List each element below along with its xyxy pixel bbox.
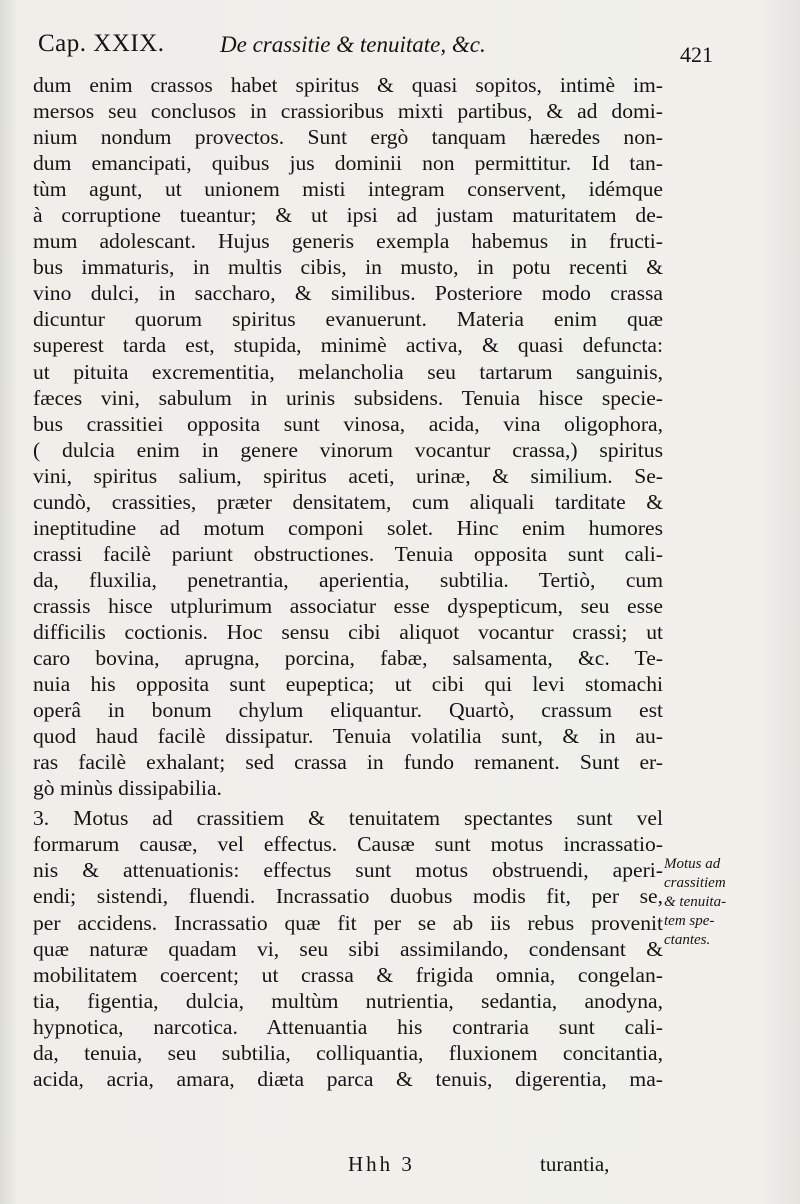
text-line: ( dulcia enim in genere vinorum vocantur crassa,) spiritus [33, 437, 663, 462]
text-line: da, fluxilia, penetrantia, aperientia, subtilia. Tertiò, cum [33, 567, 663, 592]
text-line: vini, spiritus salium, spiritus aceti, urinæ, & similium. Se- [33, 463, 663, 488]
text-line: quod haud facilè dissipatur. Tenuia volatilia sunt, & in au- [33, 724, 663, 749]
text-line: per accidens. Incrassatio quæ fit per se ab iis rebus provenit [33, 910, 663, 935]
text-line: dum emancipati, quibus jus dominii non permittitur. Id tan- [33, 151, 663, 176]
text-line: à corruptione tueantur; & ut ipsi ad justam maturitatem de- [33, 203, 663, 228]
text-line: tùm agunt, ut unionem misti integram conservent, idémque [33, 177, 663, 202]
body-text [33, 72, 663, 1092]
text-line: endi; sistendi, fluendi. Incrassatio duobus modis fit, per se, [33, 884, 663, 909]
margin-note [664, 855, 774, 950]
margin-note-line: ctantes. [664, 932, 711, 948]
running-title: De crassitie & tenuitate, &c. [220, 32, 486, 57]
text-line: nis & attenuationis: effectus sunt motus obstruendi, aperi- [33, 858, 663, 883]
text-line: dicuntur quorum spiritus evanuerunt. Materia enim quæ [33, 307, 663, 332]
text-line: difficilis coctionis. Hoc sensu cibi aliquot vocantur crassi; ut [33, 619, 663, 644]
text-line: fæces vini, sabulum in urinis subsidens. Tenuia hisce specie- [33, 385, 663, 410]
text-line: ineptitudine ad motum componi solet. Hinc enim humores [33, 515, 663, 540]
text-line: vino dulci, in saccharo, & similibus. Posteriore modo crassa [33, 281, 663, 306]
text-line: ras facilè exhalant; sed crassa in fundo remanent. Sunt er- [33, 750, 663, 775]
text-line: tia, figentia, dulcia, multùm nutrientia, sedantia, anodyna, [33, 988, 663, 1013]
margin-note-line: Motus ad [664, 856, 721, 872]
text-line: ut pituita excrementitia, melancholia seu tartarum sanguinis, [33, 359, 663, 384]
chapter-heading: Cap. XXIX. [38, 30, 165, 57]
text-line: da, tenuia, seu subtilia, colliquantia, fluxionem concitantia, [33, 1040, 663, 1065]
text-line: mum adolescant. Hujus generis exempla habemus in fructi- [33, 229, 663, 254]
text-line: quæ naturæ quadam vi, seu sibi assimilando, condensant & [33, 936, 663, 961]
text-line: bus crassitiei opposita sunt vinosa, acida, vina oligophora, [33, 411, 663, 436]
text-line: dum enim crassos habet spiritus & quasi sopitos, intimè im- [33, 73, 663, 97]
margin-note-line: crassitiem [664, 875, 726, 891]
page-number: 421 [680, 42, 713, 67]
running-header [38, 30, 738, 67]
text-line: hypnotica, narcotica. Attenuantia his contraria sunt cali- [33, 1014, 663, 1039]
text-line: mersos seu conclusos in crassioribus mixti partibus, & ad domi- [33, 99, 663, 124]
text-line: crassis hisce utplurimum associatur esse dyspepticum, seu esse [33, 593, 663, 618]
signature-mark: Hhh 3 [348, 1152, 415, 1176]
catchword: turantia, [540, 1152, 610, 1176]
text-line: 3. Motus ad crassitiem & tenuitatem spectantes sunt vel [33, 806, 663, 831]
margin-note-line: & tenuita- [664, 894, 727, 910]
text-line: caro bovina, aprugna, porcina, fabæ, salsamenta, &c. Te- [33, 646, 663, 671]
text-line: gò minùs dissipabilia. [33, 776, 222, 801]
text-line: superest tarda est, stupida, minimè activa, & quasi defuncta: [33, 333, 663, 358]
margin-note-line: tem spe- [664, 913, 715, 929]
text-line: formarum causæ, vel effectus. Causæ sunt motus incrassatio- [33, 832, 663, 857]
text-line: bus immaturis, in multis cibis, in musto, in potu recenti & [33, 255, 663, 280]
text-line: nuia his opposita sunt eupeptica; ut cibi qui levi stomachi [33, 672, 663, 697]
text-line: crassi facilè pariunt obstructiones. Tenuia opposita sunt cali- [33, 541, 663, 566]
text-line: nium nondum provectos. Sunt ergò tanquam hæredes non- [33, 125, 663, 150]
text-line: acida, acria, amara, diæta parca & tenuis, digerentia, ma- [33, 1066, 663, 1091]
text-line: mobilitatem coercent; ut crassa & frigida omnia, congelan- [33, 962, 663, 987]
text-line: operâ in bonum chylum eliquantur. Quartò, crassum est [33, 698, 663, 723]
text-line: cundò, crassities, præter densitatem, cum aliquali tarditate & [33, 489, 663, 514]
